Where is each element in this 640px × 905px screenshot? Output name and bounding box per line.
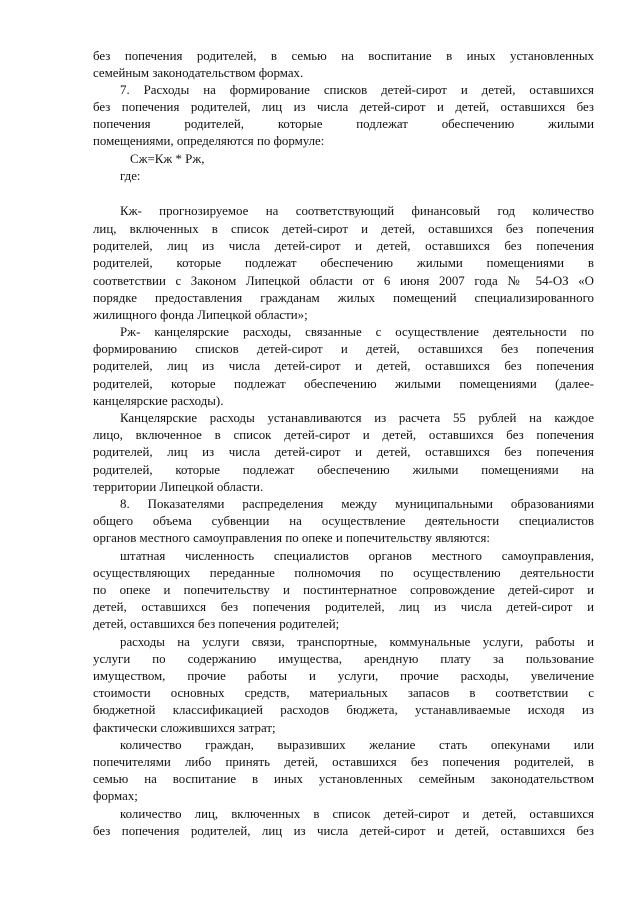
text-line: без попечения родителей, в семью на воспитание в иных установленных — [93, 49, 594, 63]
text-line: формах; — [93, 789, 138, 803]
text-line: по опеке и попечительству и постинтернатное сопровождение детей-сирот и — [93, 583, 594, 597]
text-line: попечения родителей, которые подлежат обеспечению жилыми — [93, 117, 594, 131]
text-line: органов местного самоуправления по опеке и попечительству являются: — [93, 531, 491, 545]
text-line: 7. Расходы на формирование списков детей-сирот и детей, оставшихся — [120, 83, 594, 97]
text-line: бюджетной классификацией расходов бюджета, устанавливаемые исходя из — [93, 703, 594, 717]
text-line: без попечения родителей, лиц из числа детей-сирот и детей, оставшихся без — [93, 824, 594, 838]
text-line: детей, оставшихся без попечения родителей; — [93, 617, 340, 631]
text-line: семью на воспитание в иных установленных семейным законодательством — [93, 772, 594, 786]
text-line: территории Липецкой области. — [93, 480, 264, 494]
text-line: попечителями либо принять детей, оставшихся без попечения родителей, в — [93, 755, 594, 769]
text-line: жилищного фонда Липецкой области»; — [93, 308, 308, 322]
text-line: семейным законодательством формах. — [93, 66, 304, 80]
text-line: расходы на услуги связи, транспортные, коммунальные услуги, работы и — [120, 635, 594, 649]
text-line: детей, оставшихся без попечения родителей, лиц из числа детей-сирот и — [93, 600, 594, 614]
text-line: лицо, включенное в список детей-сирот и детей, оставшихся без попечения — [93, 428, 594, 442]
text-line: помещениями, определяются по формуле: — [93, 134, 325, 148]
text-line: родителей, которые подлежат обеспечению жилыми помещениями в — [93, 256, 594, 270]
text-line: родителей, лиц из числа детей-сирот и детей, оставшихся без попечения — [93, 359, 594, 373]
text-line: родителей, лиц из числа детей-сирот и детей, оставшихся без попечения — [93, 445, 594, 459]
text-line: количество лиц, включенных в список детей-сирот и детей, оставшихся — [120, 807, 594, 821]
text-line: лиц, включенных в список детей-сирот и детей, оставшихся без попечения — [93, 222, 594, 236]
text-line: Рж- канцелярские расходы, связанные с осуществление деятельности по — [120, 325, 594, 339]
text-line: без попечения родителей, лиц из числа детей-сирот и детей, оставшихся без — [93, 100, 594, 114]
text-line: родителей, которые подлежат обеспечению жилыми помещениями на — [93, 463, 594, 477]
text-line: родителей, которые подлежат обеспечению жилыми помещениями (далее- — [93, 377, 594, 391]
text-line: осуществляющих переданные полномочия по осуществлению деятельности — [93, 566, 594, 580]
text-line: количество граждан, выразивших желание стать опекунами или — [120, 738, 594, 752]
text-line: фактически сложившихся затрат; — [93, 721, 276, 735]
text-line: 8. Показателями распределения между муниципальными образованиями — [120, 497, 594, 511]
text-line: соответствии с Законом Липецкой области от 6 июня 2007 года № 54-ОЗ «О — [93, 274, 594, 288]
text-line: стоимости основных средств, материальных запасов в соответствии с — [93, 686, 594, 700]
text-line: Кж- прогнозируемое на соответствующий финансовый год количество — [120, 204, 594, 218]
text-line: формированию списков детей-сирот и детей, оставшихся без попечения — [93, 342, 594, 356]
text-line: Канцелярские расходы устанавливаются из расчета 55 рублей на каждое — [120, 411, 594, 425]
text-line: услуги по содержанию имущества, арендную плату за пользование — [93, 652, 594, 666]
text-line: штатная численность специалистов органов местного самоуправления, — [120, 549, 594, 563]
text-line: канцелярские расходы). — [93, 394, 224, 408]
text-line: имуществом, прочие работы и услуги, прочие расходы, увеличение — [93, 669, 594, 683]
text-line: родителей, лиц из числа детей-сирот и детей, оставшихся без попечения — [93, 239, 594, 253]
text-line: где: — [120, 169, 141, 183]
text-line: порядке предоставления гражданам жилых помещений специализированного — [93, 291, 594, 305]
text-line: общего объема субвенции на осуществление деятельности специалистов — [93, 514, 594, 528]
formula: Сж=Кж * Рж, — [130, 152, 205, 166]
